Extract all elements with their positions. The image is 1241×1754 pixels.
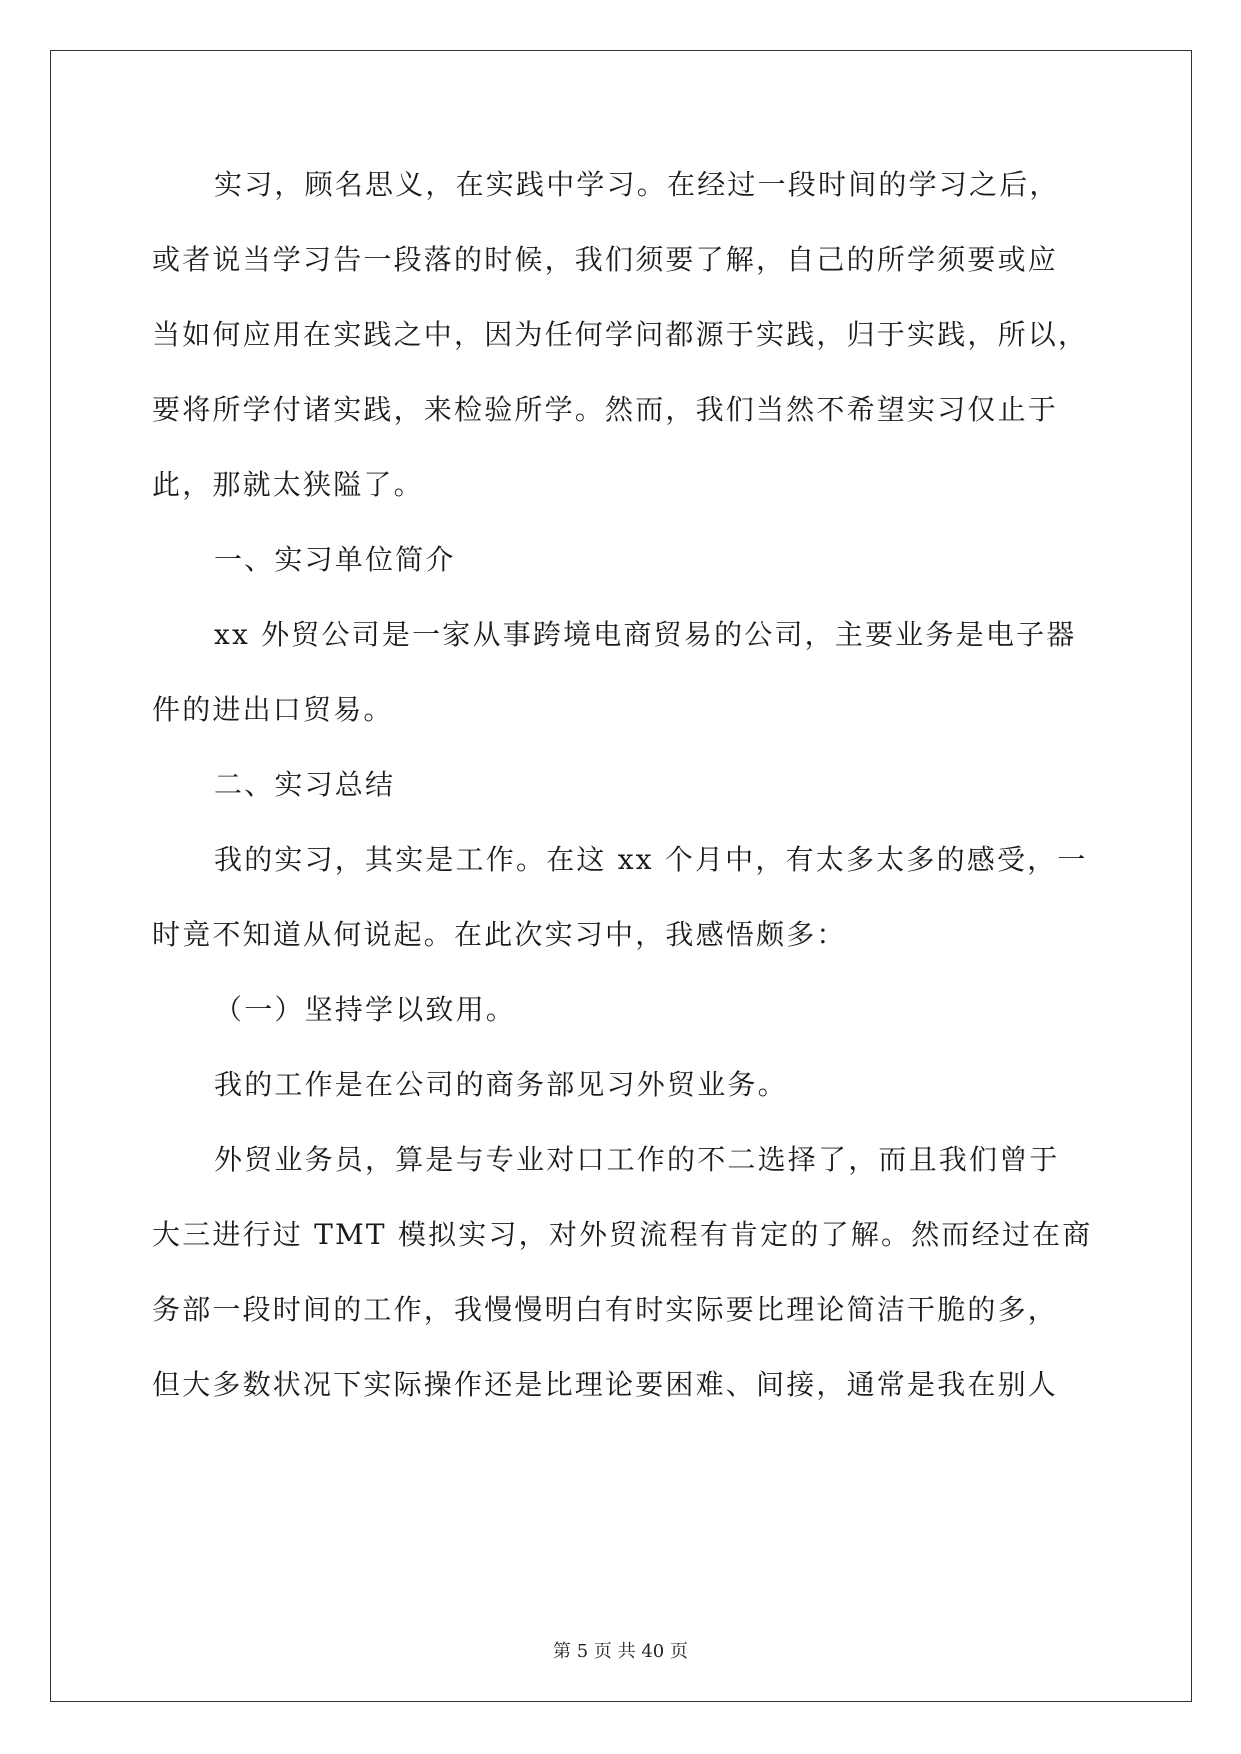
paragraph-line: 或者说当学习告一段落的时候，我们须要了解，自己的所学须要或应	[152, 243, 1059, 276]
paragraph-line: 大三进行过 TMT 模拟实习，对外贸流程有肯定的了解。然而经过在商	[152, 1218, 1093, 1251]
page-footer	[0, 1637, 1241, 1663]
paragraph-line: 外贸业务员，算是与专业对口工作的不二选择了，而且我们曾于	[214, 1143, 1060, 1176]
paragraph-line: 件的进出口贸易。	[152, 693, 394, 726]
paragraph-line: 此，那就太狭隘了。	[152, 468, 424, 501]
paragraph-line: xx 外贸公司是一家从事跨境电商贸易的公司，主要业务是电子器	[214, 618, 1077, 651]
paragraph-line: 当如何应用在实践之中，因为任何学问都源于实践，归于实践，所以，	[152, 318, 1089, 351]
subsection-heading: （一）坚持学以致用。	[214, 993, 517, 1026]
section-heading: 一、实习单位简介	[214, 543, 456, 576]
section-heading: 二、实习总结	[214, 768, 396, 801]
paragraph-line: 实习，顾名思义，在实践中学习。在经过一段时间的学习之后，	[214, 168, 1060, 201]
paragraph-line: 时竟不知道从何说起。在此次实习中，我感悟颇多：	[152, 918, 847, 951]
paragraph-line: 我的实习，其实是工作。在这 xx 个月中，有太多太多的感受，一	[214, 843, 1088, 876]
paragraph-line: 但大多数状况下实际操作还是比理论要困难、间接，通常是我在别人	[152, 1368, 1059, 1401]
document-body	[152, 165, 1102, 1440]
paragraph-line: 我的工作是在公司的商务部见习外贸业务。	[214, 1068, 788, 1101]
paragraph-line: 务部一段时间的工作，我慢慢明白有时实际要比理论简洁干脆的多，	[152, 1293, 1059, 1326]
page-number-label: 第 5 页 共 40 页	[553, 1641, 688, 1662]
paragraph-line: 要将所学付诸实践，来检验所学。然而，我们当然不希望实习仅止于	[152, 393, 1059, 426]
